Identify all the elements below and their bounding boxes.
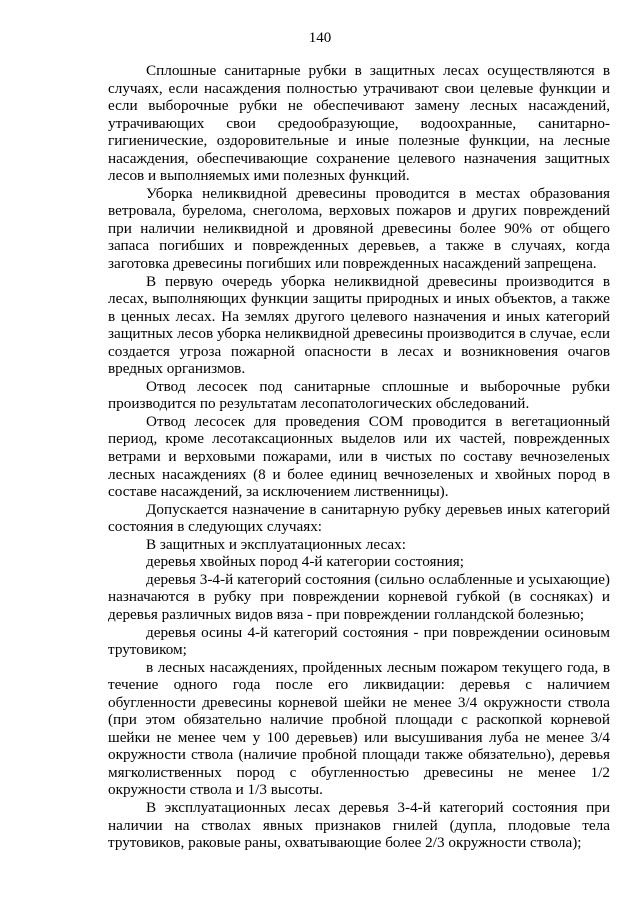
paragraph: В эксплуатационных лесах деревья 3-4-й категорий состояния при наличии на стволах явных признаков гнилей (дупла, плодовые тела трутовиков, раковые раны, охватывающие более 2/3 окружности ствола); bbox=[108, 798, 610, 852]
paragraph: деревья хвойных пород 4-й категории состояния; bbox=[146, 553, 464, 571]
paragraph: Сплошные санитарные рубки в защитных лесах осуществляются в случаях, если насаждения полностью утрачивают свои целевые функции и если выборочные рубки не обеспечивают замену лесных насаждений, утрачивающих свои средообразующие, водоохранные, санитарно-гигиенические, оздоровительные и иные полезные функции, на лесные насаждения, обеспечивающие сохранение целевого назначения защитных лесов и выполняемых ими полезных функций. bbox=[108, 62, 610, 185]
paragraph: Допускается назначение в санитарную рубку деревьев иных категорий состояния в следующих случаях: bbox=[108, 500, 610, 536]
paragraph: Уборка неликвидной древесины проводится в местах образования ветровала, бурелома, снеголома, верховых пожаров и других повреждений при наличии неликвидной и дровяной древесины более 90% от общего запаса погибших и поврежденных деревьев, а также в случаях, когда заготовка древесины погибших или поврежденных насаждений запрещена. bbox=[108, 184, 610, 273]
paragraph: В защитных и эксплуатационных лесах: bbox=[146, 535, 406, 553]
page-number: 140 bbox=[308, 30, 332, 46]
paragraph: Отвод лесосек под санитарные сплошные и выборочные рубки производится по результатам лесопатологических обследований. bbox=[108, 377, 610, 413]
paragraph: В первую очередь уборка неликвидной древесины производится в лесах, выполняющих функции защиты природных и иных объектов, а также в ценных лесах. На землях другого целевого назначения и иных категорий защитных лесов уборка неликвидной древесины производится в случае, если создается угроза пожарной опасности в лесах и возникновения очагов вредных организмов. bbox=[108, 272, 610, 378]
paragraph: деревья 3-4-й категорий состояния (сильно ослабленные и усыхающие) назначаются в рубку при повреждении корневой губкой (в сосняках) и деревья различных видов вяза - при повреждении голландской болезнью; bbox=[108, 570, 610, 623]
paragraph: деревья осины 4-й категорий состояния - при повреждении осиновым трутовиком; bbox=[108, 623, 610, 659]
paragraph: Отвод лесосек для проведения СОМ проводится в вегетационный период, кроме лесотаксационных выделов или их частей, поврежденных ветрами и верховыми пожарами, или в чистых по составу вечнозеленых лесных насаждениях (8 и более единиц вечнозеленых и хвойных пород в составе насаждений, за исключением лиственницы). bbox=[108, 412, 610, 501]
text-body bbox=[108, 62, 610, 852]
paragraph: в лесных насаждениях, пройденных лесным пожаром текущего года, в течение одного года после его ликвидации: деревья с наличием обугленности древесины корневой шейки не менее 3/4 окружности ствола (при этом обязательно наличие пробной площади с раскопкой корневой шейки не менее чем у 100 деревьев) или высушивания луба не менее 3/4 окружности ствола (наличие пробной площади также обязательно), деревья мягколиственных пород с обугленностью древесины не менее 1/2 окружности ствола и 1/3 высоты. bbox=[108, 658, 610, 799]
